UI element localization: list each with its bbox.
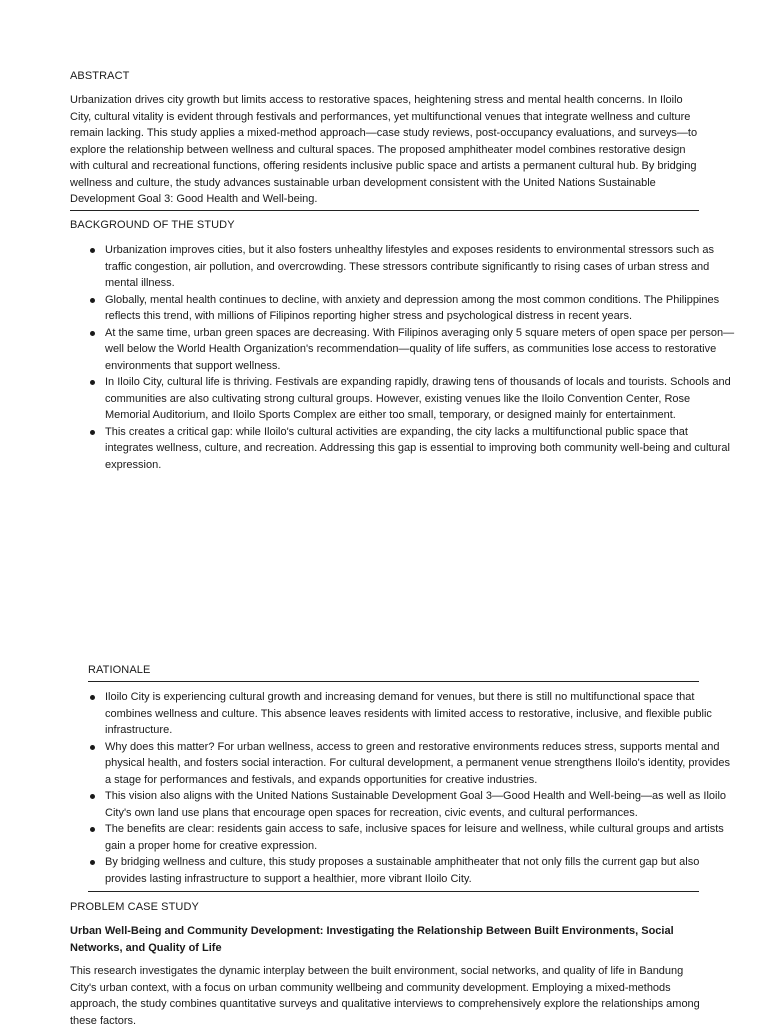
list-item: At the same time, urban green spaces are decreasing. With Filipinos averaging only 5 square meters of open space per person—well below the World Health Organization's recommendation—quality of life suffers, as communities lose access to restorative environments that support wellness. [105, 325, 735, 375]
problem-case-heading: PROBLEM CASE STUDY [70, 901, 199, 913]
rationale-list [70, 689, 735, 887]
list-item: Iloilo City is experiencing cultural growth and increasing demand for venues, but there is still no multifunctional space that combines wellness and culture. This absence leaves residents with limited access to restorative, inclusive, and flexible public infrastructure. [105, 689, 735, 739]
background-list [70, 242, 735, 473]
divider [70, 210, 699, 211]
case-study-text: This research investigates the dynamic interplay between the built environment, social networks, and quality of life in Bandung City's urban context, with a focus on urban community wellbeing and community development. Employing a mixed-methods approach, the study combines quantitative surveys and qualitative interviews to comprehensively explore the relationships among these factors. [70, 965, 700, 1027]
divider [88, 891, 699, 892]
background-heading: BACKGROUND OF THE STUDY [70, 219, 235, 231]
abstract-text: Urbanization drives city growth but limits access to restorative spaces, heightening stress and mental health concerns. In Iloilo City, cultural vitality is evident through festivals and performances, yet multifunctional venues that integrate wellness and culture remain lacking. This study applies a mixed-method approach—case study reviews, post-occupancy evaluations, and surveys—to explore the relationship between wellness and cultural spaces. The proposed amphitheater model combines restorative design with cultural and recreational functions, offering residents inclusive public space and artists a permanent cultural hub. By bridging wellness and culture, the study advances sustainable urban development consistent with the United Nations Sustainable Development Goal 3: Good Health and Well-being. [70, 94, 698, 205]
list-item: Why does this matter? For urban wellness, access to green and restorative environments reduces stress, supports mental and physical health, and fosters social interaction. For cultural development, a permanent venue strengthens Iloilo's identity, provides a stage for performances and festivals, and expands opportunities for creative industries. [105, 739, 735, 789]
list-item: In Iloilo City, cultural life is thriving. Festivals are expanding rapidly, drawing tens of thousands of locals and tourists. Schools and communities are also cultivating strong cultural groups. However, existing venues like the Iloilo Convention Center, Rose Memorial Auditorium, and Iloilo Sports Complex are either too small, temporary, or designed mainly for entertainment. [105, 374, 735, 424]
list-item: By bridging wellness and culture, this study proposes a sustainable amphitheater that not only fills the current gap but also provides lasting infrastructure to support a healthier, more vibrant Iloilo City. [105, 854, 735, 887]
divider [88, 681, 699, 682]
list-item: This creates a critical gap: while Iloilo's cultural activities are expanding, the city lacks a multifunctional public space that integrates wellness, culture, and recreation. Addressing this gap is essential to improving both community well-being and cultural expression. [105, 424, 735, 474]
rationale-heading: RATIONALE [88, 664, 151, 676]
list-item: This vision also aligns with the United Nations Sustainable Development Goal 3—Good Health and Well-being—as well as Iloilo City's own land use plans that encourage open spaces for recreation, civic events, and cultural performances. [105, 788, 735, 821]
list-item: Urbanization improves cities, but it also fosters unhealthy lifestyles and exposes residents to environmental stressors such as traffic congestion, air pollution, and overcrowding. These stressors contribute significantly to rising cases of urban stress and mental illness. [105, 242, 735, 292]
list-item: Globally, mental health continues to decline, with anxiety and depression among the most common conditions. The Philippines reflects this trend, with millions of Filipinos reporting higher stress and psychological distress in recent years. [105, 292, 735, 325]
case-study-title: Urban Well-Being and Community Development: Investigating the Relationship Between Built Environments, Social Networks, and Quality of Life [70, 925, 674, 954]
abstract-heading: ABSTRACT [70, 70, 130, 82]
list-item: The benefits are clear: residents gain access to safe, inclusive spaces for leisure and wellness, while cultural groups and artists gain a proper home for creative expression. [105, 821, 735, 854]
